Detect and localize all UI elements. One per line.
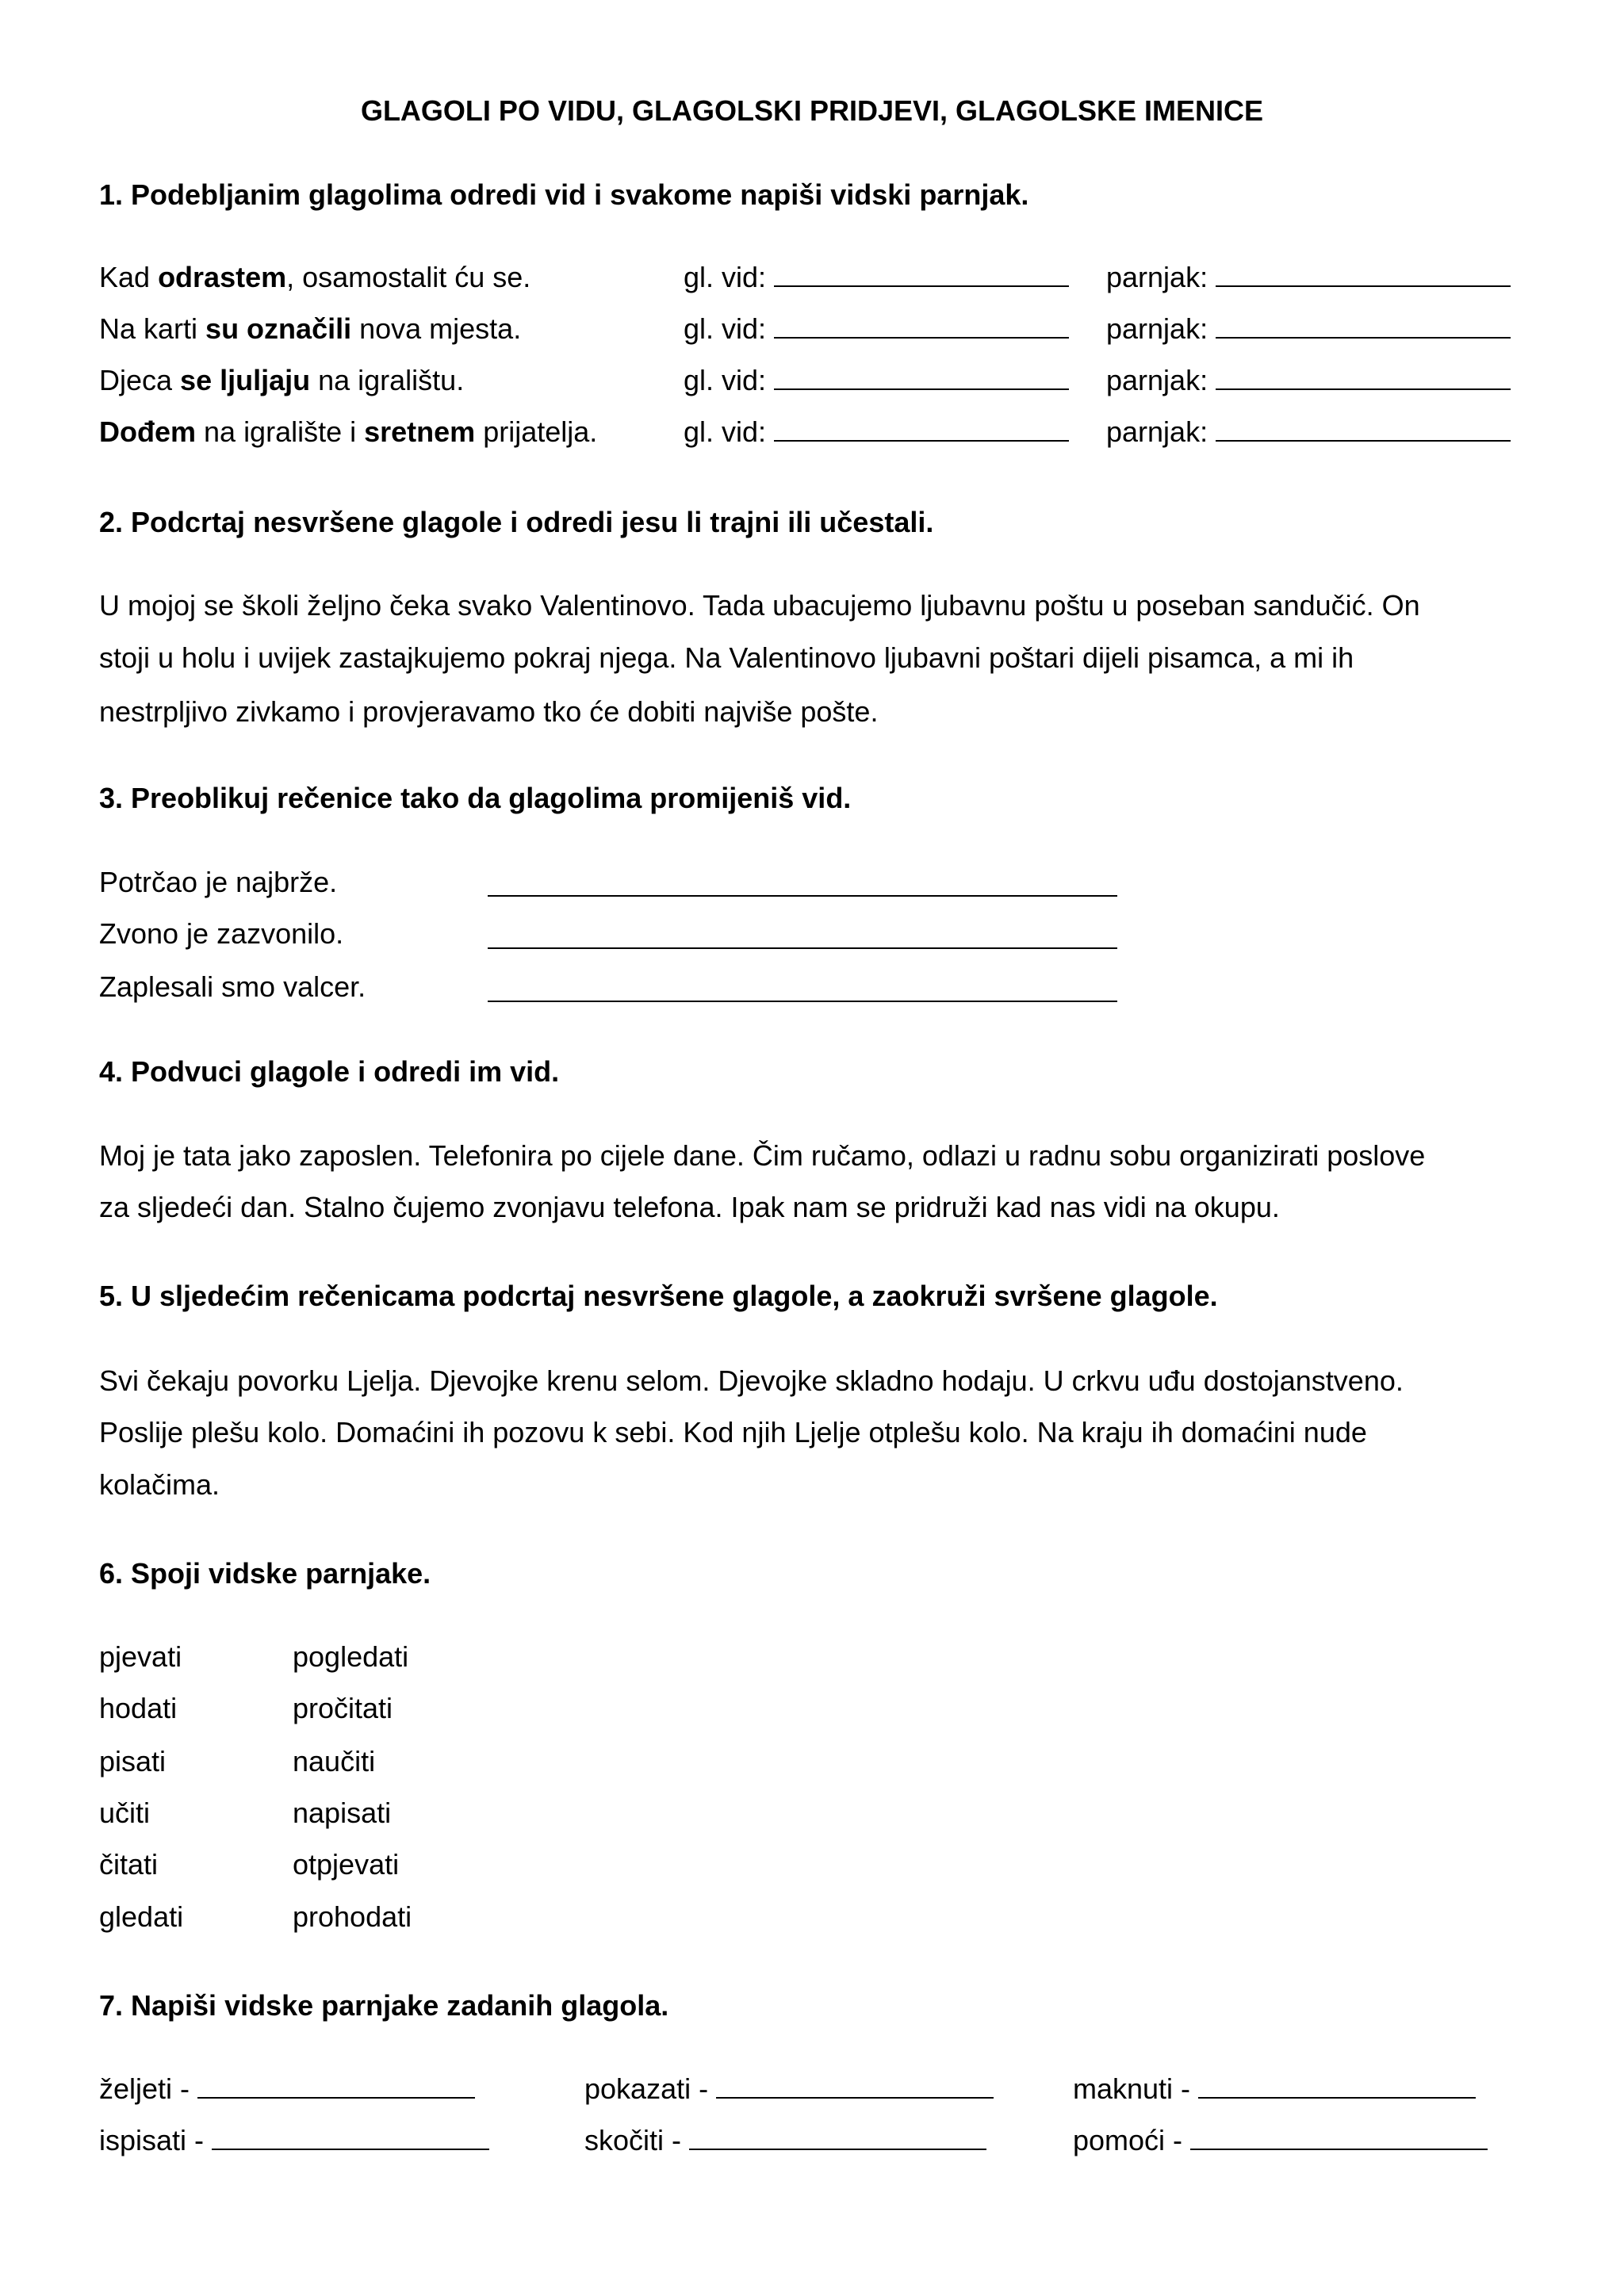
task7-answer-blank[interactable] bbox=[716, 2096, 994, 2099]
parnjak-answer-blank[interactable] bbox=[1216, 285, 1511, 287]
task3-sentence: Potrčao je najbrže. bbox=[99, 866, 338, 898]
task1-vid-row: gl. vid: bbox=[684, 418, 1069, 446]
task3-answer-line[interactable] bbox=[488, 894, 1117, 897]
task1-sentence: Dođem na igralište i sretnem prijatelja. bbox=[99, 415, 598, 448]
task1-heading: 1. Podebljanim glagolima odredi vid i svakome napiši vidski parnjak. bbox=[99, 178, 1029, 211]
task7-item: pokazati - bbox=[584, 2075, 994, 2103]
page-title: GLAGOLI PO VIDU, GLAGOLSKI PRIDJEVI, GLAGOLSKE IMENICE bbox=[360, 94, 1264, 127]
task4-text-line: za sljedeći dan. Stalno čujemo zvonjavu telefona. Ipak nam se pridruži kad nas vidi na okupu. bbox=[99, 1191, 1280, 1223]
task7-answer-blank[interactable] bbox=[1190, 2148, 1488, 2150]
task1-sentence: Kad odrastem, osamostalit ću se. bbox=[99, 261, 531, 293]
task5-text-line: Poslije plešu kolo. Domaćini ih pozovu k sebi. Kod njih Ljelje otplešu kolo. Na kraju ih domaćini nude bbox=[99, 1416, 1367, 1448]
task2-text-line: stoji u holu i uvijek zastajkujemo pokraj njega. Na Valentinovo ljubavni poštari dijeli pisamca, a mi ih bbox=[99, 641, 1354, 674]
task1-sentence: Na karti su označili nova mjesta. bbox=[99, 312, 522, 345]
task1-parnjak-row: parnjak: bbox=[1106, 418, 1511, 446]
task6-right-verb: pročitati bbox=[293, 1692, 393, 1724]
task7-answer-blank[interactable] bbox=[689, 2148, 986, 2150]
parnjak-answer-blank[interactable] bbox=[1216, 388, 1511, 390]
task1-parnjak-row: parnjak: bbox=[1106, 263, 1511, 292]
task6-right-verb: pogledati bbox=[293, 1640, 409, 1673]
task6-heading: 6. Spoji vidske parnjake. bbox=[99, 1557, 431, 1590]
task5-text-line: Svi čekaju povorku Ljelja. Djevojke krenu selom. Djevojke skladno hodaju. U crkvu uđu dostojanstveno. bbox=[99, 1364, 1404, 1397]
task1-vid-row: gl. vid: bbox=[684, 263, 1069, 292]
task3-answer-line[interactable] bbox=[488, 947, 1117, 949]
task6-right-verb: naučiti bbox=[293, 1745, 376, 1777]
vid-answer-blank[interactable] bbox=[774, 336, 1069, 339]
task7-heading: 7. Napiši vidske parnjake zadanih glagola. bbox=[99, 1989, 669, 2022]
task6-left-verb: učiti bbox=[99, 1797, 151, 1829]
task6-right-verb: otpjevati bbox=[293, 1848, 400, 1881]
task5-text-line: kolačima. bbox=[99, 1468, 220, 1501]
task1-vid-row: gl. vid: bbox=[684, 315, 1069, 343]
task7-answer-blank[interactable] bbox=[197, 2096, 475, 2099]
task1-parnjak-row: parnjak: bbox=[1106, 315, 1511, 343]
parnjak-answer-blank[interactable] bbox=[1216, 336, 1511, 339]
vid-answer-blank[interactable] bbox=[774, 285, 1069, 287]
task2-heading: 2. Podcrtaj nesvršene glagole i odredi jesu li trajni ili učestali. bbox=[99, 506, 934, 538]
task7-item: ispisati - bbox=[99, 2126, 489, 2155]
task5-heading: 5. U sljedećim rečenicama podcrtaj nesvršene glagole, a zaokruži svršene glagole. bbox=[99, 1280, 1218, 1312]
task2-text-line: nestrpljivo zivkamo i provjeravamo tko će dobiti najviše pošte. bbox=[99, 695, 879, 728]
task6-left-verb: pisati bbox=[99, 1745, 167, 1777]
task3-sentence: Zvono je zazvonilo. bbox=[99, 917, 344, 950]
task4-text-line: Moj je tata jako zaposlen. Telefonira po cijele dane. Čim ručamo, odlazi u radnu sobu organizirati poslove bbox=[99, 1139, 1426, 1172]
task1-sentence: Djeca se ljuljaju na igralištu. bbox=[99, 364, 465, 396]
task6-right-verb: prohodati bbox=[293, 1900, 412, 1933]
task7-item: skočiti - bbox=[584, 2126, 986, 2155]
vid-answer-blank[interactable] bbox=[774, 388, 1069, 390]
task6-left-verb: čitati bbox=[99, 1848, 159, 1881]
task6-right-verb: napisati bbox=[293, 1797, 392, 1829]
task7-answer-blank[interactable] bbox=[212, 2148, 489, 2150]
task7-item: željeti - bbox=[99, 2075, 475, 2103]
task7-item: pomoći - bbox=[1073, 2126, 1488, 2155]
task1-vid-row: gl. vid: bbox=[684, 366, 1069, 395]
task4-heading: 4. Podvuci glagole i odredi im vid. bbox=[99, 1055, 560, 1088]
task6-left-verb: hodati bbox=[99, 1692, 178, 1724]
task7-item: maknuti - bbox=[1073, 2075, 1476, 2103]
parnjak-answer-blank[interactable] bbox=[1216, 439, 1511, 442]
task6-left-verb: pjevati bbox=[99, 1640, 182, 1673]
task1-parnjak-row: parnjak: bbox=[1106, 366, 1511, 395]
task6-left-verb: gledati bbox=[99, 1900, 184, 1933]
task3-answer-line[interactable] bbox=[488, 1000, 1117, 1002]
task3-sentence: Zaplesali smo valcer. bbox=[99, 970, 366, 1003]
vid-answer-blank[interactable] bbox=[774, 439, 1069, 442]
task2-text-line: U mojoj se školi željno čeka svako Valentinovo. Tada ubacujemo ljubavnu poštu u poseban sandučić. On bbox=[99, 589, 1420, 622]
task7-answer-blank[interactable] bbox=[1198, 2096, 1476, 2099]
task3-heading: 3. Preoblikuj rečenice tako da glagolima promijeniš vid. bbox=[99, 782, 852, 814]
